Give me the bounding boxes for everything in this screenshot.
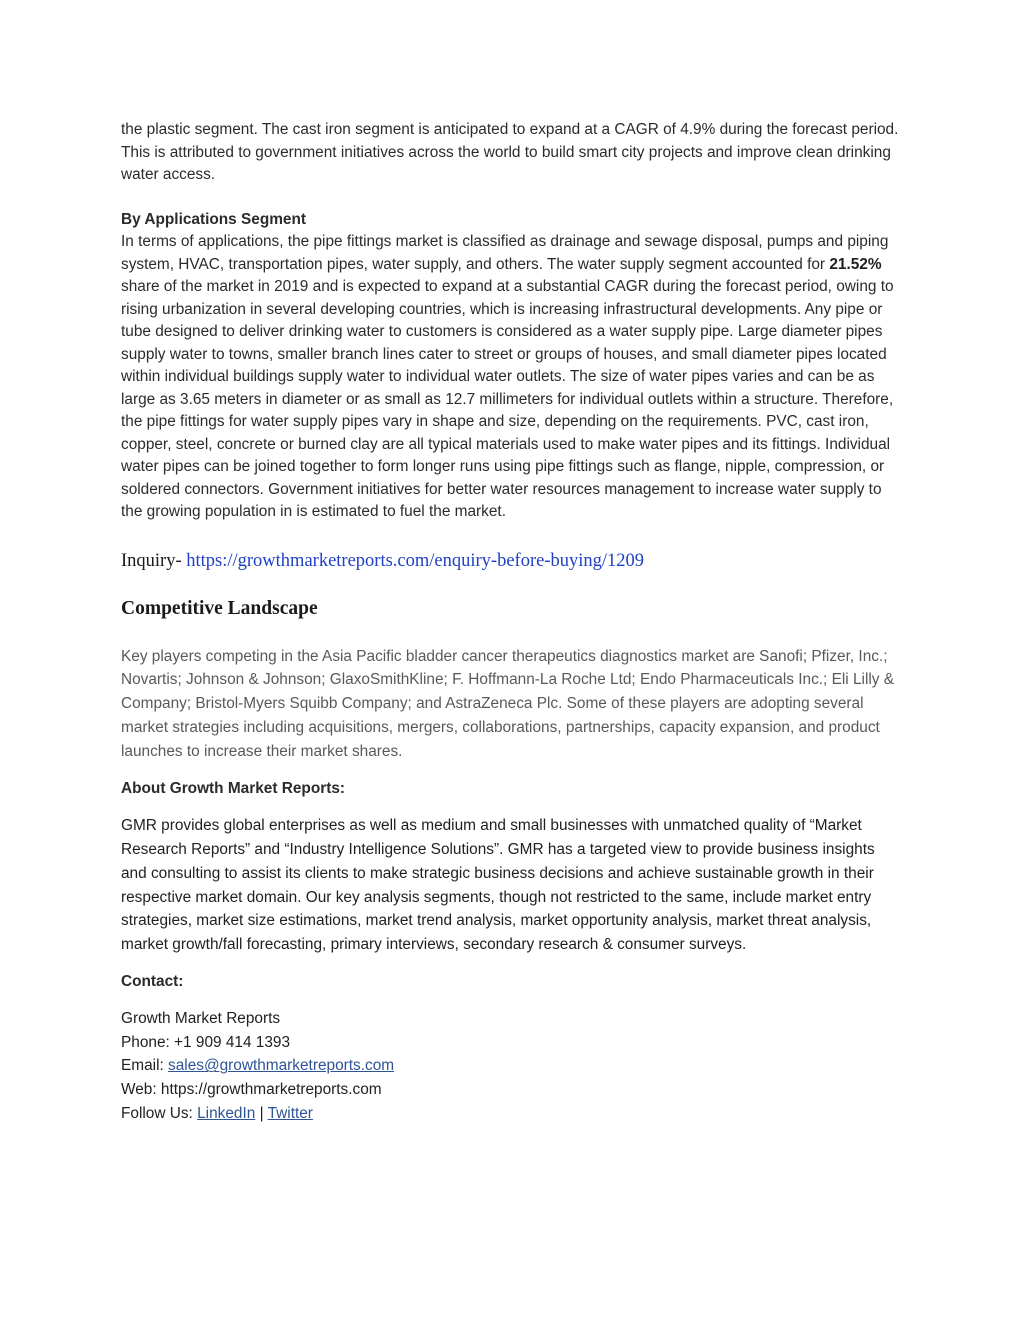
applications-text-after: share of the market in 2019 and is expected to expand at a substantial CAGR during the forecast period, owing to rising urbanization in several developing countries, which is increasing infrastructural developments. Any pipe or tube designed to deliver drinking water to customers is considered as a water supply pipe. Large diameter pipes supply water to towns, smaller branch lines cater to street or groups of houses, and small diameter pipes located within individual buildings supply water to individual water outlets. The size of water pipes varies and can be as large as 3.65 meters in diameter or as small as 12.7 millimeters for individual outlets within a structure. Therefore, the pipe fittings for water supply pipes vary in shape and size, depending on the requirements. PVC, cast iron, copper, steel, concrete or burned clay are all typical materials used to make water pipes and its fittings. Individual water pipes can be joined together to form longer runs using pipe fittings such as flange, nipple, compression, or soldered connectors. Government initiatives for better water resources management to increase water supply to the growing population in is estimated to fuel the market. bbox=[121, 278, 894, 520]
competitive-paragraph: Key players competing in the Asia Pacific bladder cancer therapeutics diagnostics market are Sanofi; Pfizer, Inc.; Novartis; Johnson & Johnson; GlaxoSmithKline; F. Hoffmann-La Roche Ltd; Endo Pharmaceuticals Inc.; Eli Lilly & Company; Bristol-Myers Squibb Company; and AstraZeneca Plc. Some of these players are adopting several market strategies including acquisitions, mergers, collaborations, partnerships, capacity expansion, and product launches to increase their market shares. bbox=[121, 647, 895, 760]
follow-separator: | bbox=[255, 1105, 268, 1123]
intro-paragraph: the plastic segment. The cast iron segment is anticipated to expand at a CAGR of 4.9% during the forecast period. This is attributed to government initiatives across the world to build smart city projects and improve clean drinking water access. bbox=[121, 121, 899, 183]
about-heading: About Growth Market Reports: bbox=[121, 780, 346, 798]
contact-heading: Contact: bbox=[121, 973, 184, 991]
linkedin-link[interactable]: LinkedIn bbox=[197, 1105, 256, 1123]
contact-company: Growth Market Reports bbox=[121, 1009, 281, 1027]
contact-block bbox=[121, 1007, 903, 1126]
contact-follow-line bbox=[121, 1102, 903, 1126]
applications-paragraph bbox=[121, 231, 903, 524]
about-paragraph: GMR provides global enterprises as well as medium and small businesses with unmatched quality of “Market Research Reports” and “Industry Intelligence Solutions”. GMR has a targeted view to provide business insights and consulting to assist its clients to make strategic business decisions and achieve sustainable growth in their respective market domain. Our key analysis segments, though not restricted to the same, include market entry strategies, market size estimations, market trend analysis, market opportunity analysis, market threat analysis, market growth/fall forecasting, primary interviews, secondary research & consumer surveys. bbox=[121, 817, 875, 954]
inquiry-line bbox=[121, 549, 903, 573]
competitive-heading: Competitive Landscape bbox=[121, 597, 318, 619]
contact-email-line bbox=[121, 1054, 903, 1078]
inquiry-link[interactable]: https://growthmarketreports.com/enquiry-before-buying/1209 bbox=[186, 550, 645, 571]
contact-phone: Phone: +1 909 414 1393 bbox=[121, 1033, 291, 1051]
contact-follow-label: Follow Us: bbox=[121, 1105, 198, 1123]
inquiry-label: Inquiry- bbox=[121, 550, 187, 571]
applications-text-before: In terms of applications, the pipe fittings market is classified as drainage and sewage disposal, pumps and piping system, HVAC, transportation pipes, water supply, and others. The water supply segment accounted for bbox=[121, 233, 889, 273]
contact-email-label: Email: bbox=[121, 1057, 169, 1075]
twitter-link[interactable]: Twitter bbox=[267, 1105, 313, 1123]
contact-email-link[interactable]: sales@growthmarketreports.com bbox=[168, 1057, 395, 1075]
applications-heading: By Applications Segment bbox=[121, 210, 307, 228]
contact-web: Web: https://growthmarketreports.com bbox=[121, 1081, 382, 1099]
applications-highlight: 21.52% bbox=[829, 255, 882, 273]
document-page bbox=[121, 119, 903, 1126]
